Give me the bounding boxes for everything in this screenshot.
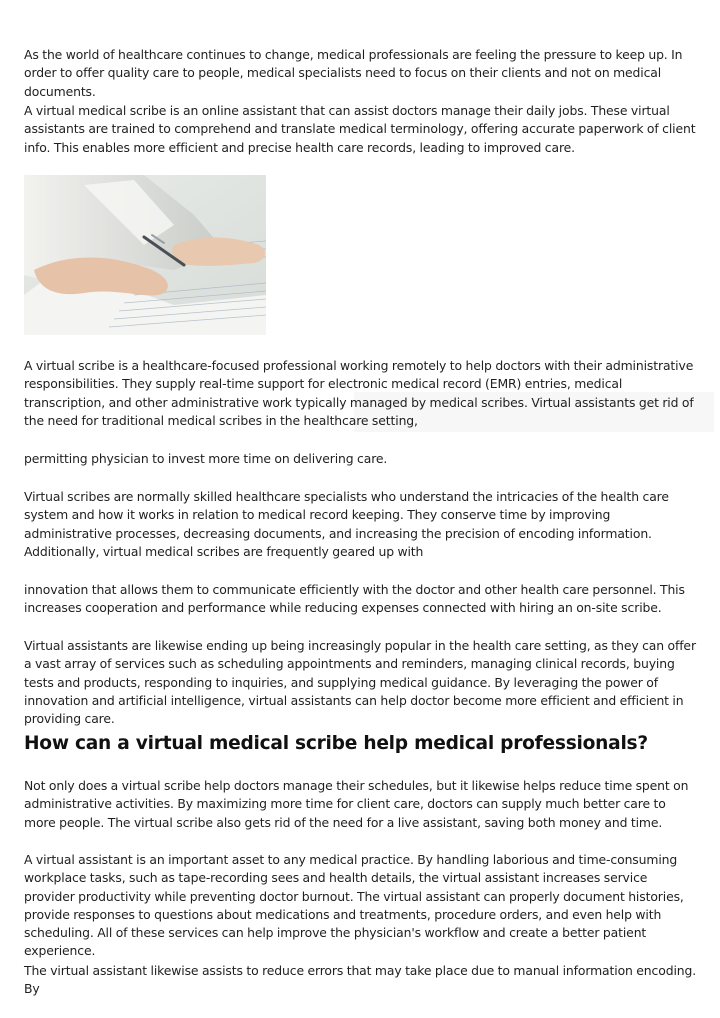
paragraph-errors: The virtual assistant likewise assists to reduce errors that may take place due to manual information encoding. By bbox=[24, 963, 697, 997]
paragraph-asset: A virtual assistant is an important asset to any medical practice. By handling laborious and time-consuming workplace tasks, such as tape-recording sees and health details, the virtual assistant increases service provider productivity while preventing doctor burnout. The virtual assistant can properly document histories, provide responses to questions about medications and treatments, procedure orders, and even help with scheduling. All of these services can help improve the physician's workflow and create a better patient experience. bbox=[24, 852, 684, 959]
paragraph-services: Virtual assistants are likewise ending up being increasingly popular in the health care setting, as they can offer a vast array of services such as scheduling appointments and reminders, managing clinical records, buying tests and products, responding to inquiries, and supplying medical guidance. By leveraging the power of innovation and artificial intelligence, virtual assistants can help doctor become more efficient and efficient in providing care. bbox=[24, 638, 696, 727]
paragraph-intro: As the world of healthcare continues to change, medical professionals are feeling the pressure to keep up. In order to offer quality care to people, medical specialists need to focus on their clients and not on medical documents. bbox=[24, 47, 683, 99]
paragraph-continuation: permitting physician to invest more time on delivering care. bbox=[24, 451, 388, 466]
section-heading: How can a virtual medical scribe help medical professionals? bbox=[24, 733, 648, 754]
paragraph-virtual-scribe: A virtual scribe is a healthcare-focused professional working remotely to help doctors with their administrative responsibilities. They supply real-time support for electronic medical record (EMR) entries, medical transcription, and other administrative work typically managed by medical scribes. Virtual assistants get rid of the need for traditional medical scribes in the healthcare setting, bbox=[24, 358, 694, 428]
paragraph-benefits: Not only does a virtual scribe help doctors manage their schedules, but it likewise helps reduce time spent on administrative activities. By maximizing more time for client care, doctors can supply much better care to more people. The virtual scribe also gets rid of the need for a live assistant, saving both money and time. bbox=[24, 778, 689, 830]
paragraph-definition: A virtual medical scribe is an online assistant that can assist doctors manage their daily jobs. These virtual assistants are trained to comprehend and translate medical terminology, offering accurate paperwork of client info. This enables more efficient and precise health care records, leading to improved care. bbox=[24, 103, 696, 155]
paragraph-innovation: innovation that allows them to communicate efficiently with the doctor and other health care personnel. This increases cooperation and performance while reducing expenses connected with hiring an on-site scribe. bbox=[24, 582, 685, 616]
doctor-writing-photo bbox=[24, 175, 266, 335]
paragraph-skills: Virtual scribes are normally skilled healthcare specialists who understand the intricacies of the health care system and how it works in relation to medical record keeping. They conserve time by improving administrative processes, decreasing documents, and increasing the precision of encoding information. Additionally, virtual medical scribes are frequently geared up with bbox=[24, 489, 669, 559]
